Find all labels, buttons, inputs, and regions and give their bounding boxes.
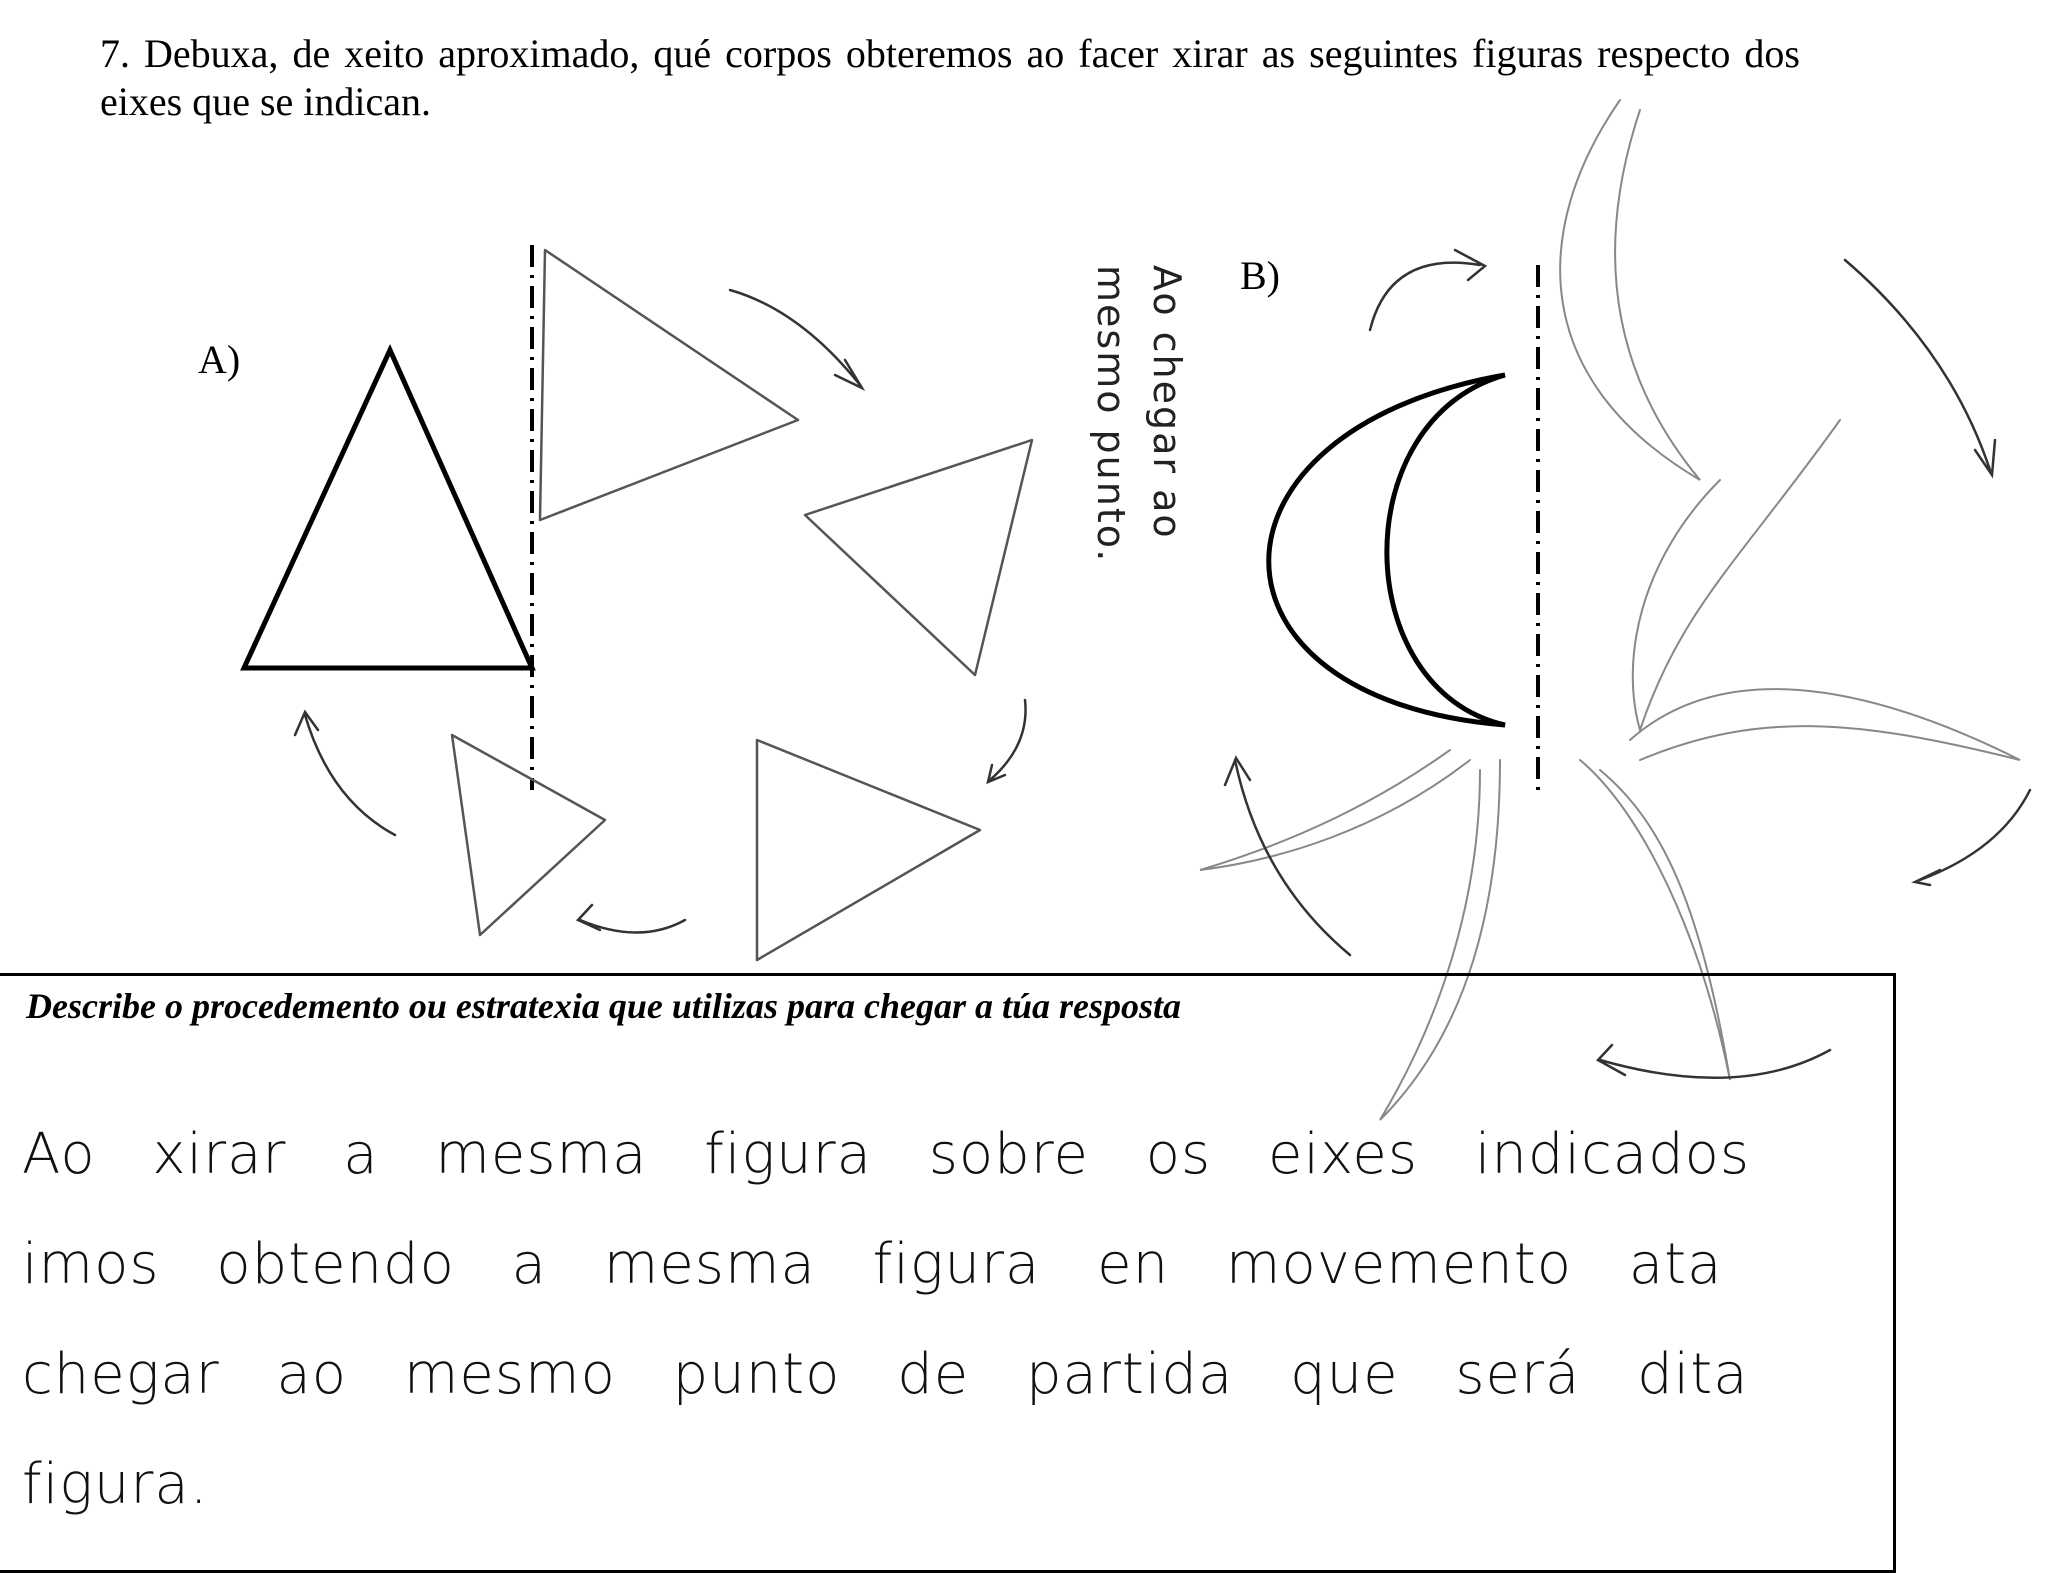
sketch-crescent-1 (1560, 100, 1700, 480)
arrow-icon (1845, 260, 1995, 475)
arrow-icon (295, 712, 395, 835)
arrow-icon (730, 290, 862, 388)
sketch-triangle-1 (540, 250, 798, 520)
figure-b-crescent (1269, 375, 1505, 725)
sketch-crescent-2 (1633, 420, 1840, 730)
figure-a-sketches (452, 250, 1032, 960)
figure-b-sketches (1200, 100, 2020, 1120)
sketch-triangle-2 (805, 440, 1032, 675)
sketch-crescent-6 (1200, 750, 1470, 870)
sketch-triangle-3 (452, 735, 605, 935)
handwritten-answer: Ao xirar a mesma figura sobre os eixes indicados imos obtendo a mesma figura en movemento ata chegar ao mesmo punto de partida que será dita figura. (22, 1122, 1751, 1517)
arrow-icon (578, 905, 685, 933)
answer-prompt: Describe o procedemento ou estratexia que utilizas para chegar a túa resposta (26, 986, 1181, 1026)
sketch-triangle-4 (757, 740, 980, 960)
figure-b-label: B) (1240, 253, 1280, 298)
arrow-icon (988, 700, 1026, 782)
question-text: 7. Debuxa, de xeito aproximado, qué corpos obteremos ao facer xirar as seguintes figuras respecto dos eixes que se indican. (100, 31, 1800, 124)
handwritten-side-note: Ao chegar ao mesmo punto. (1089, 265, 1189, 564)
figure-a-label: A) (198, 337, 241, 382)
arrow-icon (1915, 790, 2030, 885)
sketch-crescent-3 (1630, 689, 2020, 760)
figure-b-arrows (1225, 250, 2030, 1078)
arrow-icon (1370, 250, 1485, 330)
figure-a-triangle (244, 350, 532, 668)
